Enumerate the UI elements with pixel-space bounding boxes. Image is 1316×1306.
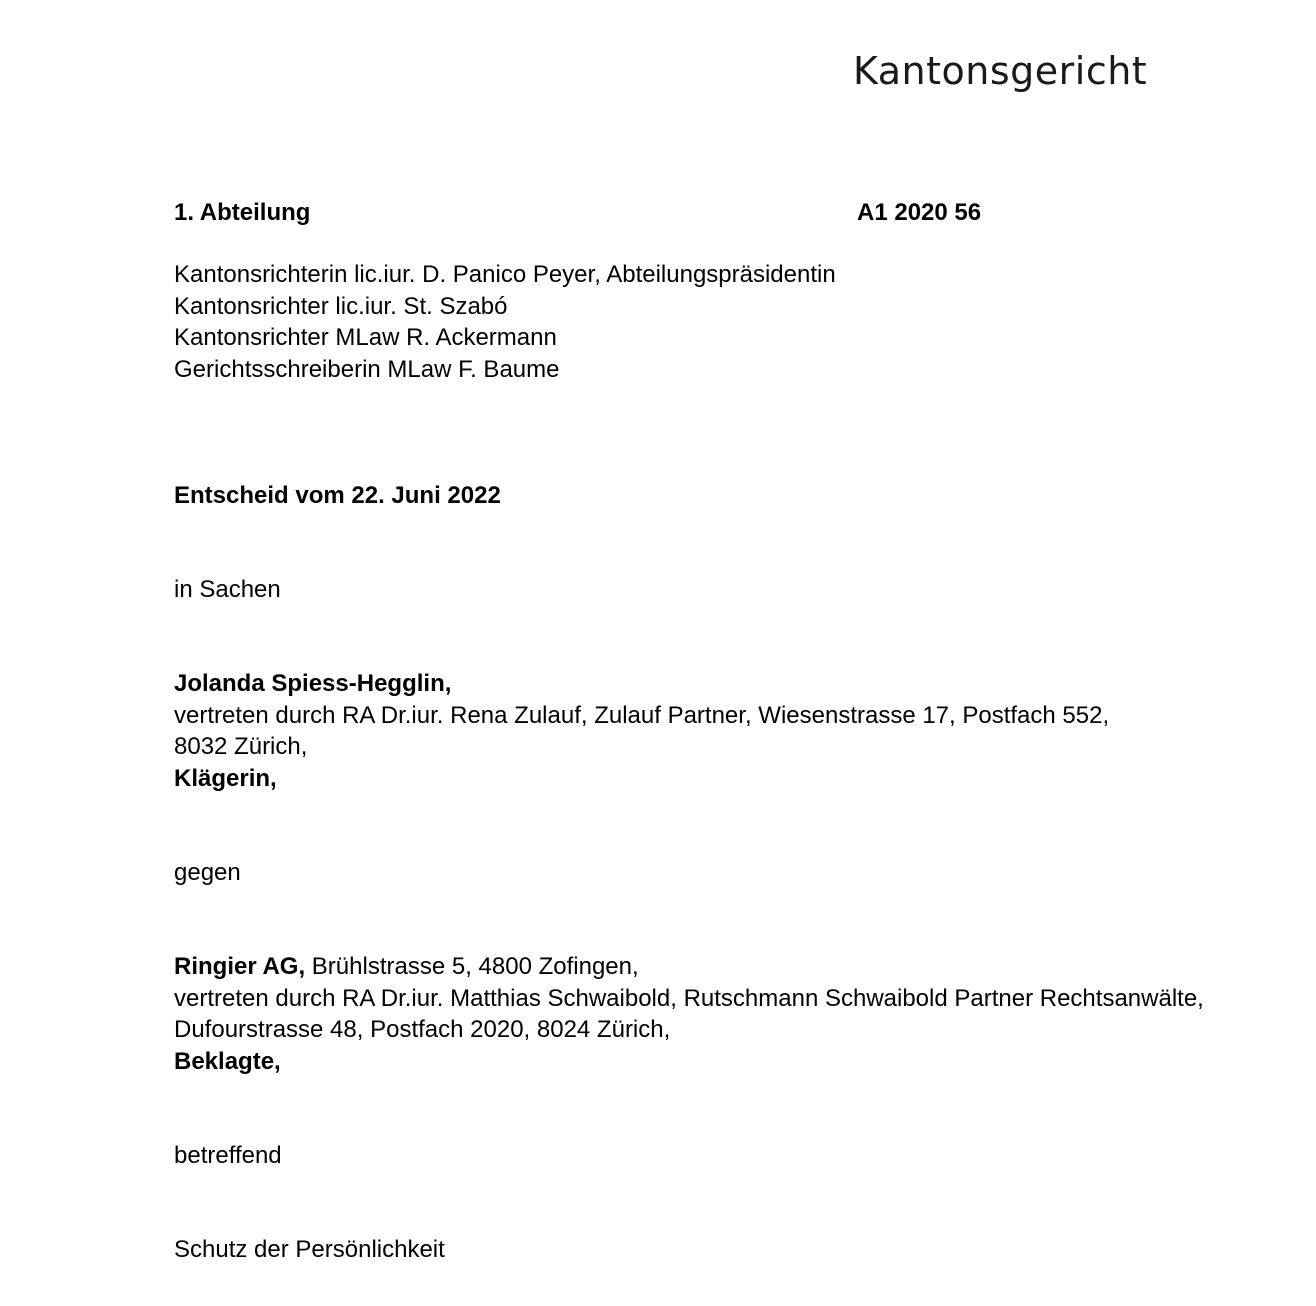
defendant-role: Beklagte, xyxy=(174,1048,281,1075)
plaintiff-name: Jolanda Spiess-Hegglin, xyxy=(174,670,452,697)
panel-judge-1: Kantonsrichterin lic.iur. D. Panico Peyer, Abteilungspräsidentin xyxy=(174,261,836,288)
in-matters-label: in Sachen xyxy=(174,576,281,603)
defendant-heading xyxy=(174,955,639,979)
defendant-address: Brühlstrasse 5, 4800 Zofingen, xyxy=(305,953,639,980)
panel-judge-2: Kantonsrichter lic.iur. St. Szabó xyxy=(174,293,508,320)
plaintiff-representation-line-2: 8032 Zürich, xyxy=(174,733,308,760)
defendant-representation-line-2: Dufourstrasse 48, Postfach 2020, 8024 Zürich, xyxy=(174,1016,671,1043)
defendant-name: Ringier AG, xyxy=(174,953,306,980)
subject-label: betreffend xyxy=(174,1142,282,1169)
plaintiff-representation-line-1: vertreten durch RA Dr.iur. Rena Zulauf, Zulauf Partner, Wiesenstrasse 17, Postfach 552, xyxy=(174,702,1110,729)
plaintiff-role: Klägerin, xyxy=(174,765,277,792)
panel-judge-3: Kantonsrichter MLaw R. Ackermann xyxy=(174,324,557,351)
defendant-representation-line-1: vertreten durch RA Dr.iur. Matthias Schwaibold, Rutschmann Schwaibold Partner Rechtsanwälte, xyxy=(174,985,1204,1012)
division-label: 1. Abteilung xyxy=(174,199,311,226)
panel-clerk: Gerichtsschreiberin MLaw F. Baume xyxy=(174,356,560,383)
decision-title: Entscheid vom 22. Juni 2022 xyxy=(174,482,501,509)
court-logo-text: Kantonsgericht xyxy=(853,49,1148,93)
case-number: A1 2020 56 xyxy=(857,199,982,226)
versus-label: gegen xyxy=(174,859,241,886)
subject-text: Schutz der Persönlichkeit xyxy=(174,1236,445,1263)
